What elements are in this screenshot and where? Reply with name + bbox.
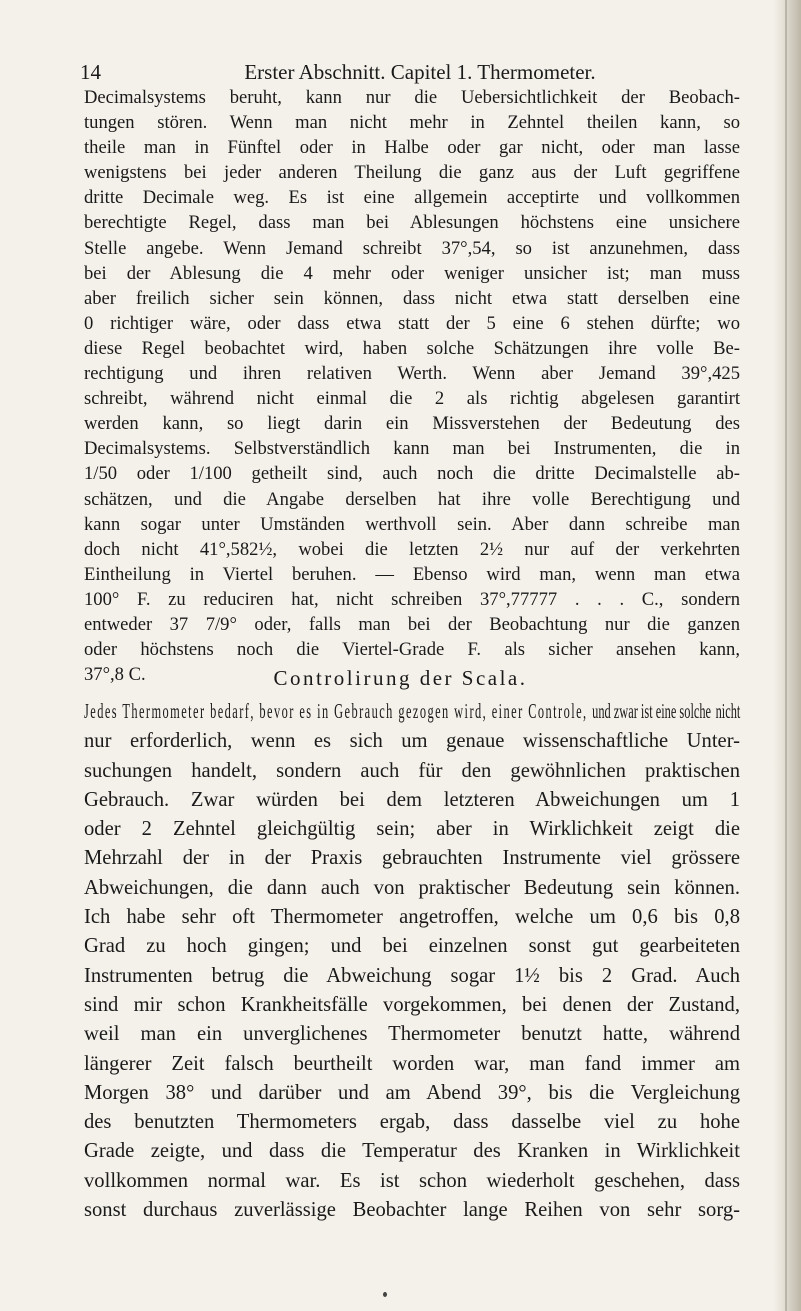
lead-tail-word: nicht <box>715 701 741 723</box>
text-line: Morgen 38° und darüber und am Abend 39°, bis die Vergleichung <box>84 1081 740 1104</box>
text-line: entweder 37 7/9° oder, falls man bei der Beobachtung nur die ganzen <box>84 613 740 635</box>
text-line: schreibt, während nicht einmal die 2 als richtig abgelesen garantirt <box>84 388 740 410</box>
text-line: werden kann, so liegt darin ein Missverstehen der Bedeutung des <box>84 413 740 435</box>
text-line: 100° F. zu reduciren hat, nicht schreiben 37°,77777 . . . C., sondern <box>84 588 740 610</box>
text-line: Grad zu hoch gingen; und bei einzelnen sonst gut gearbeiteten <box>84 935 740 958</box>
paragraph-scale-control <box>84 698 740 1225</box>
text-line: tungen stören. Wenn man nicht mehr in Zehntel theilen kann, so <box>84 112 740 134</box>
text-line: Ich habe sehr oft Thermometer angetroffen, welche um 0,6 bis 0,8 <box>84 906 740 929</box>
text-line: Gebrauch. Zwar würden bei dem letzteren Abweichungen um 1 <box>84 788 740 811</box>
text-line: 37°,8 C. <box>84 664 146 686</box>
text-line: diese Regel beobachtet wird, haben solche Schätzungen ihre volle Be- <box>84 337 740 359</box>
text-line: weil man ein unverglichenes Thermometer benutzt hatte, während <box>84 1023 740 1046</box>
text-line: längerer Zeit falsch beurtheilt worden war, man fand immer am <box>84 1052 740 1075</box>
text-line: aber freilich sicher sein können, dass nicht etwa statt derselben eine <box>84 287 740 309</box>
text-line: Eintheilung in Viertel beruhen. — Ebenso wird man, wenn man etwa <box>84 563 740 585</box>
text-line: sonst durchaus zuverlässige Beobachter lange Reihen von sehr sorg- <box>84 1199 740 1222</box>
text-line: oder 2 Zehntel gleichgültig sein; aber in Wirklichkeit zeigt die <box>84 818 740 841</box>
text-line: Decimalsystems beruht, kann nur die Uebersichtlichkeit der Beobach- <box>84 87 740 108</box>
text-line: bei der Ablesung die 4 mehr oder weniger unsicher ist; man muss <box>84 262 740 284</box>
section-heading: Controlirung der Scala. <box>273 666 528 690</box>
text-line: schätzen, und die Angabe derselben hat ihre volle Berechtigung und <box>84 488 740 510</box>
running-head <box>80 60 740 85</box>
page-edge-shadow <box>773 0 801 1311</box>
text-line: vollkommen normal war. Es ist schon wiederholt geschehen, dass <box>84 1169 740 1192</box>
text-line: Grade zeigte, und dass die Temperatur des Kranken in Wirklichkeit <box>84 1140 740 1163</box>
text-line: 0 richtiger wäre, oder dass etwa statt der 5 eine 6 stehen dürfte; wo <box>84 312 740 334</box>
text-line: sind mir schon Krankheitsfälle vorgekommen, bei denen der Zustand, <box>84 993 740 1016</box>
text-line: wenigstens bei jeder anderen Theilung die ganz aus der Luft gegriffene <box>84 162 740 184</box>
text-line: Mehrzahl der in der Praxis gebrauchten Instrumente viel grössere <box>84 847 740 870</box>
text-line: Stelle angebe. Wenn Jemand schreibt 37°,54, so ist anzunehmen, dass <box>84 237 740 259</box>
text-line: doch nicht 41°,582½, wobei die letzten 2½ nur auf der verkehrten <box>84 538 740 560</box>
text-line: suchungen handelt, sondern auch für den gewöhnlichen praktischen <box>84 759 740 782</box>
text-line: berechtigte Regel, dass man bei Ablesungen höchstens eine unsichere <box>84 212 740 234</box>
lead-tail-text: und zwar ist eine solche <box>592 701 712 723</box>
print-speck <box>383 1292 387 1297</box>
text-line: Decimalsystems. Selbstverständlich kann man bei Instrumenten, die in <box>84 438 740 460</box>
running-title: Erster Abschnitt. Capitel 1. Thermometer. <box>244 60 596 84</box>
page-number: 14 <box>80 60 101 84</box>
text-line: rechtigung und ihren relativen Werth. Wenn aber Jemand 39°,425 <box>84 363 740 385</box>
text-line: Abweichungen, die dann auch von praktischer Bedeutung sein können. <box>84 876 740 899</box>
emphasized-lead-text: Jedes Thermometer bedarf, bevor es in Gebrauch gezogen wird, einer Controle, <box>84 701 588 723</box>
text-line: nur erforderlich, wenn es sich um genaue wissenschaftliche Unter- <box>84 730 740 753</box>
text-line: dritte Decimale weg. Es ist eine allgemein acceptirte und vollkommen <box>84 187 740 209</box>
paragraph-decimal-notation <box>84 85 740 687</box>
emphasized-lead <box>84 698 741 727</box>
text-line: Instrumenten betrug die Abweichung sogar 1½ bis 2 Grad. Auch <box>84 964 740 987</box>
text-line: 1/50 oder 1/100 getheilt sind, auch noch die dritte Decimalstelle ab- <box>84 463 740 485</box>
text-line: oder höchstens noch die Viertel-Grade F. als sicher ansehen kann, <box>84 639 740 661</box>
page-edge-line <box>785 0 787 1311</box>
text-line: kann sogar unter Umständen werthvoll sein. Aber dann schreibe man <box>84 513 740 535</box>
text-line: theile man in Fünftel oder in Halbe oder gar nicht, oder man lasse <box>84 137 740 159</box>
text-line: des benutzten Thermometers ergab, dass dasselbe viel zu hohe <box>84 1111 740 1134</box>
